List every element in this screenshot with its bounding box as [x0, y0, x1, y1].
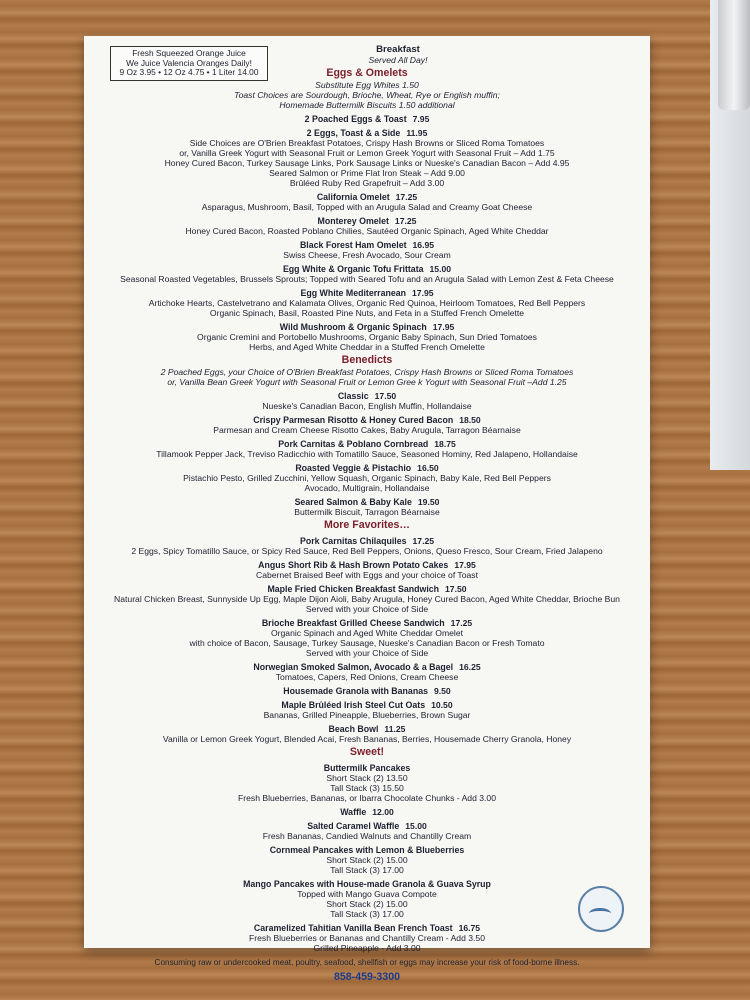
menu-item: [84, 662, 650, 682]
section-note: Substitute Egg Whites 1.50: [315, 80, 419, 90]
menu-item-description: Tillamook Pepper Jack, Treviso Radicchio with Tomatillo Sauce, Seasoned Hominy, Red Jalapeno, Hollandaise: [156, 449, 578, 459]
menu-item-name: Maple Fried Chicken Breakfast Sandwich: [267, 584, 440, 594]
menu-item-name: Salted Caramel Waffle: [307, 821, 400, 831]
menu-title: Breakfast: [376, 44, 420, 55]
menu-item-name: Crispy Parmesan Risotto & Honey Cured Bacon: [253, 415, 454, 425]
menu-item-heading: [84, 463, 650, 473]
menu-item-heading: [84, 415, 650, 425]
section-benedicts: [84, 354, 650, 517]
menu-item-description: Vanilla or Lemon Greek Yogurt, Blended Acai, Fresh Bananas, Berries, Housemade Cherry Granola, Honey: [162, 734, 572, 744]
menu-item-heading: [84, 497, 650, 507]
menu-item: [84, 700, 650, 720]
menu-item: [84, 415, 650, 435]
food-safety-warning: Consuming raw or undercooked meat, poultry, seafood, shellfish or eggs may increase your risk of food-borne illness.: [154, 958, 580, 967]
menu-card: [84, 36, 650, 983]
menu-item: [84, 584, 650, 614]
oj-line-1: Fresh Squeezed Orange Juice: [132, 48, 246, 58]
menu-item-heading: [84, 114, 650, 124]
menu-item-description: Topped with Mango Guava Compote: [297, 889, 437, 899]
menu-item: [84, 763, 650, 803]
menu-item: [84, 391, 650, 411]
menu-item-heading: [84, 700, 650, 710]
menu-item: [84, 288, 650, 318]
menu-item: [84, 536, 650, 556]
menu-item: [84, 128, 650, 188]
menu-item: [84, 724, 650, 744]
menu-item-heading: [84, 584, 650, 594]
menu-item: [84, 686, 650, 696]
section-note: Toast Choices are Sourdough, Brioche, Wheat, Rye or English muffin;: [234, 90, 500, 100]
menu-item-description: with choice of Bacon, Sausage, Turkey Sausage, Nueske's Canadian Bacon or Fresh Tomato: [189, 638, 545, 648]
menu-item-name: Norwegian Smoked Salmon, Avocado & a Bagel: [253, 662, 454, 672]
section-favorites: [84, 519, 650, 744]
menu-item-heading: [84, 288, 650, 298]
menu-item: [84, 114, 650, 124]
menu-item-price: 9.50: [433, 686, 451, 696]
menu-item-description: Organic Spinach and Aged White Cheddar Omelet: [270, 628, 464, 638]
menu-item: [84, 618, 650, 658]
menu-item-description: Herbs, and Aged White Cheddar in a Stuffed French Omelette: [249, 342, 485, 352]
menu-item-heading: [84, 216, 650, 226]
menu-item-heading: [84, 821, 650, 831]
menu-item-description: Nueske's Canadian Bacon, English Muffin, Hollandaise: [262, 401, 472, 411]
menu-item-price: 17.50: [374, 391, 397, 401]
menu-item-description: Grilled Pineapple - Add 3.00: [313, 943, 421, 953]
menu-item-price: 17.25: [450, 618, 473, 628]
section-title: Eggs & Omelets: [326, 67, 408, 79]
menu-item-description: Parmesan and Cream Cheese Risotto Cakes, Baby Arugula, Tarragon Béarnaise: [213, 425, 521, 435]
menu-item-name: Cornmeal Pancakes with Lemon & Blueberries: [269, 845, 465, 855]
menu-item-description: Organic Spinach, Basil, Roasted Pine Nuts, and Feta in a Stuffed French Omelette: [209, 308, 525, 318]
menu-item-price: 16.75: [458, 923, 481, 933]
restaurant-logo: [578, 886, 624, 932]
menu-item-price: 17.25: [394, 216, 417, 226]
menu-item-heading: [84, 807, 650, 817]
menu-item-description: Fresh Blueberries or Bananas and Chantilly Cream - Add 3.50: [249, 933, 485, 943]
menu-item-price: 18.75: [434, 439, 456, 449]
menu-item-description: Short Stack (2) 13.50: [326, 773, 408, 783]
menu-item: [84, 560, 650, 580]
section-note: or, Vanilla Bean Greek Yogurt with Seasonal Fruit or Lemon Gree k Yogurt with Seasonal Fruit –Add 1.25: [167, 377, 567, 387]
menu-item-description: Short Stack (2) 15.00: [326, 899, 408, 909]
menu-item-price: 17.95: [432, 322, 455, 332]
menu-item-description: Honey Cured Bacon, Turkey Sausage Links, Pork Sausage Links or Nueske's Canadian Bacon – Add 4.95: [164, 158, 570, 168]
menu-item-description: Tall Stack (3) 17.00: [330, 865, 404, 875]
menu-item: [84, 264, 650, 284]
menu-item-name: Mango Pancakes with House-made Granola & Guava Syrup: [243, 879, 491, 889]
menu-item-name: 2 Poached Eggs & Toast: [304, 114, 407, 124]
menu-subtitle: Served All Day!: [368, 55, 428, 65]
menu-item-price: 17.25: [395, 192, 418, 202]
menu-item-description: Honey Cured Bacon, Roasted Poblano Chilies, Sautéed Organic Spinach, Aged White Cheddar: [185, 226, 549, 236]
menu-item-name: Egg White Mediterranean: [300, 288, 407, 298]
menu-item-description: Cabernet Braised Beef with Eggs and your choice of Toast: [256, 570, 478, 580]
menu-item-price: 16.25: [459, 662, 481, 672]
menu-item-name: Brioche Breakfast Grilled Cheese Sandwich: [261, 618, 445, 628]
menu-item-description: Short Stack (2) 15.00: [326, 855, 408, 865]
menu-item-name: Classic: [337, 391, 369, 401]
menu-item-price: 17.50: [445, 584, 467, 594]
menu-item-price: 16.50: [417, 463, 439, 473]
section-title: Benedicts: [341, 354, 393, 366]
section-title: Sweet!: [349, 746, 385, 758]
fork: [718, 0, 750, 110]
menu-item: [84, 216, 650, 236]
menu-item-description: Served with your Choice of Side: [305, 648, 429, 658]
menu-item-name: Buttermilk Pancakes: [323, 763, 411, 773]
menu-item-name: Maple Brûléed Irish Steel Cut Oats: [281, 700, 426, 710]
menu-item-price: 18.50: [459, 415, 481, 425]
menu-item-heading: [84, 923, 650, 933]
section-sweet: [84, 746, 650, 953]
menu-item-description: Side Choices are O'Brien Breakfast Potatoes, Crispy Hash Browns or Sliced Roma Tomatoes: [189, 138, 545, 148]
phone-number[interactable]: 858-459-3300: [334, 971, 400, 983]
menu-item: [84, 322, 650, 352]
menu-item-description: Seasonal Roasted Vegetables, Brussels Sprouts; Topped with Seared Tofu and an Arugula Salad with Lemon Zest & Feta Cheese: [120, 274, 614, 284]
section-eggs: [84, 67, 650, 352]
menu-item: [84, 192, 650, 212]
menu-item-name: Housemade Granola with Bananas: [283, 686, 428, 696]
menu-item-heading: [84, 618, 650, 628]
oj-line-2: We Juice Valencia Oranges Daily!: [126, 57, 252, 68]
menu-item-description: Tomatoes, Capers, Red Onions, Cream Cheese: [275, 672, 459, 682]
menu-item-price: 19.50: [417, 497, 440, 507]
section-note: 2 Poached Eggs, your Choice of O'Brien Breakfast Potatoes, Crispy Hash Browns or Sliced Roma Tomatoes: [160, 367, 574, 377]
menu-item-name: California Omelet: [316, 192, 390, 202]
menu-item-description: Avocado, Multigrain, Hollandaise: [304, 483, 430, 493]
menu-item-name: 2 Eggs, Toast & a Side: [306, 128, 401, 138]
menu-item-description: Served with your Choice of Side: [305, 604, 429, 614]
menu-item-name: Monterey Omelet: [317, 216, 389, 226]
menu-item: [84, 240, 650, 260]
menu-item-price: 10.50: [431, 700, 453, 710]
menu-item-heading: [84, 763, 650, 773]
menu-item-price: 16.95: [412, 240, 435, 250]
menu-item-name: Seared Salmon & Baby Kale: [294, 497, 412, 507]
menu-item-price: 17.25: [412, 536, 435, 546]
menu-item: [84, 463, 650, 493]
menu-item-name: Egg White & Organic Tofu Frittata: [282, 264, 424, 274]
menu-item: [84, 439, 650, 459]
menu-item-description: Bananas, Grilled Pineapple, Blueberries, Brown Sugar: [263, 710, 471, 720]
menu-item-name: Roasted Veggie & Pistachio: [295, 463, 412, 473]
menu-item-description: Swiss Cheese, Fresh Avocado, Sour Cream: [283, 250, 451, 260]
menu-item-description: Tall Stack (3) 15.50: [330, 783, 404, 793]
menu-item-description: Organic Cremini and Portobello Mushrooms, Organic Baby Spinach, Sun Dried Tomatoes: [197, 332, 537, 342]
menu-item-heading: [84, 686, 650, 696]
menu-item-description: 2 Eggs, Spicy Tomatillo Sauce, or Spicy Red Sauce, Red Bell Peppers, Onions, Queso Fresco, Sour Cream, Fried Jalapeno: [131, 546, 603, 556]
menu-item-name: Angus Short Rib & Hash Brown Potato Cakes: [258, 560, 449, 570]
menu-item-price: 15.00: [429, 264, 452, 274]
menu-item-price: 15.00: [405, 821, 427, 831]
menu-item-heading: [84, 724, 650, 734]
menu-item-price: 11.25: [384, 724, 406, 734]
menu-item-description: Fresh Bananas, Candied Walnuts and Chantilly Cream: [262, 831, 472, 841]
menu-item-price: 11.95: [406, 128, 428, 138]
menu-item-description: Fresh Blueberries, Bananas, or Ibarra Chocolate Chunks - Add 3.00: [238, 793, 496, 803]
menu-item-name: Caramelized Tahitian Vanilla Bean French Toast: [253, 923, 453, 933]
menu-item-description: Buttermilk Biscuit, Tarragon Béarnaise: [294, 507, 440, 517]
menu-item: [84, 923, 650, 953]
menu-item-price: 17.95: [412, 288, 434, 298]
menu-item-heading: [84, 560, 650, 570]
section-title: More Favorites…: [324, 519, 410, 531]
menu-item-price: 17.95: [454, 560, 476, 570]
menu-item-description: Pistachio Pesto, Grilled Zucchini, Yellow Squash, Organic Spinach, Baby Kale, Red Bell Peppers: [183, 473, 551, 483]
menu-item: [84, 807, 650, 817]
menu-item-heading: [84, 391, 650, 401]
menu-item-name: Beach Bowl: [328, 724, 379, 734]
menu-item: [84, 879, 650, 919]
menu-item-description: Tall Stack (3) 17.00: [330, 909, 404, 919]
menu-item-name: Pork Carnitas Chilaquiles: [299, 536, 407, 546]
menu-item-description: Natural Chicken Breast, Sunnyside Up Egg, Maple Dijon Aioli, Baby Arugula, Honey Cured Bacon, Aged White Cheddar, Brioche Bun: [114, 594, 620, 604]
menu-item-heading: [84, 192, 650, 202]
section-note: Homemade Buttermilk Biscuits 1.50 additional: [279, 100, 455, 110]
menu-item-name: Wild Mushroom & Organic Spinach: [279, 322, 427, 332]
oj-line-3: 9 Oz 3.95 • 12 Oz 4.75 • 1 Liter 14.00: [119, 67, 259, 77]
menu-item-name: Waffle: [340, 807, 367, 817]
menu-item-heading: [84, 264, 650, 274]
menu-item-price: 12.00: [372, 807, 394, 817]
menu-item-heading: [84, 322, 650, 332]
menu-item-name: Pork Carnitas & Poblano Cornbread: [278, 439, 429, 449]
menu-item-heading: [84, 879, 650, 889]
menu-item-description: or, Vanilla Greek Yogurt with Seasonal Fruit or Lemon Greek Yogurt with Seasonal Fruit – Add 1.75: [179, 148, 555, 158]
menu-item-description: Seared Salmon or Prime Flat Iron Steak – Add 9.00: [269, 168, 465, 178]
menu-item-heading: [84, 240, 650, 250]
menu-item-heading: [84, 128, 650, 138]
menu-item: [84, 845, 650, 875]
menu-item: [84, 497, 650, 517]
menu-item-heading: [84, 845, 650, 855]
menu-item: [84, 821, 650, 841]
menu-item-description: Brûléed Ruby Red Grapefruit – Add 3.00: [289, 178, 445, 188]
menu-item-description: Asparagus, Mushroom, Basil, Topped with an Arugula Salad and Creamy Goat Cheese: [201, 202, 533, 212]
menu-content: [84, 44, 650, 984]
menu-item-name: Black Forest Ham Omelet: [299, 240, 407, 250]
menu-item-heading: [84, 662, 650, 672]
menu-item-heading: [84, 439, 650, 449]
menu-item-description: Artichoke Hearts, Castelvetrano and Kalamata Olives, Organic Red Quinoa, Heirloom Tomatoes, Red Bell Peppers: [148, 298, 586, 308]
menu-item-heading: [84, 536, 650, 546]
menu-item-price: 7.95: [412, 114, 430, 124]
